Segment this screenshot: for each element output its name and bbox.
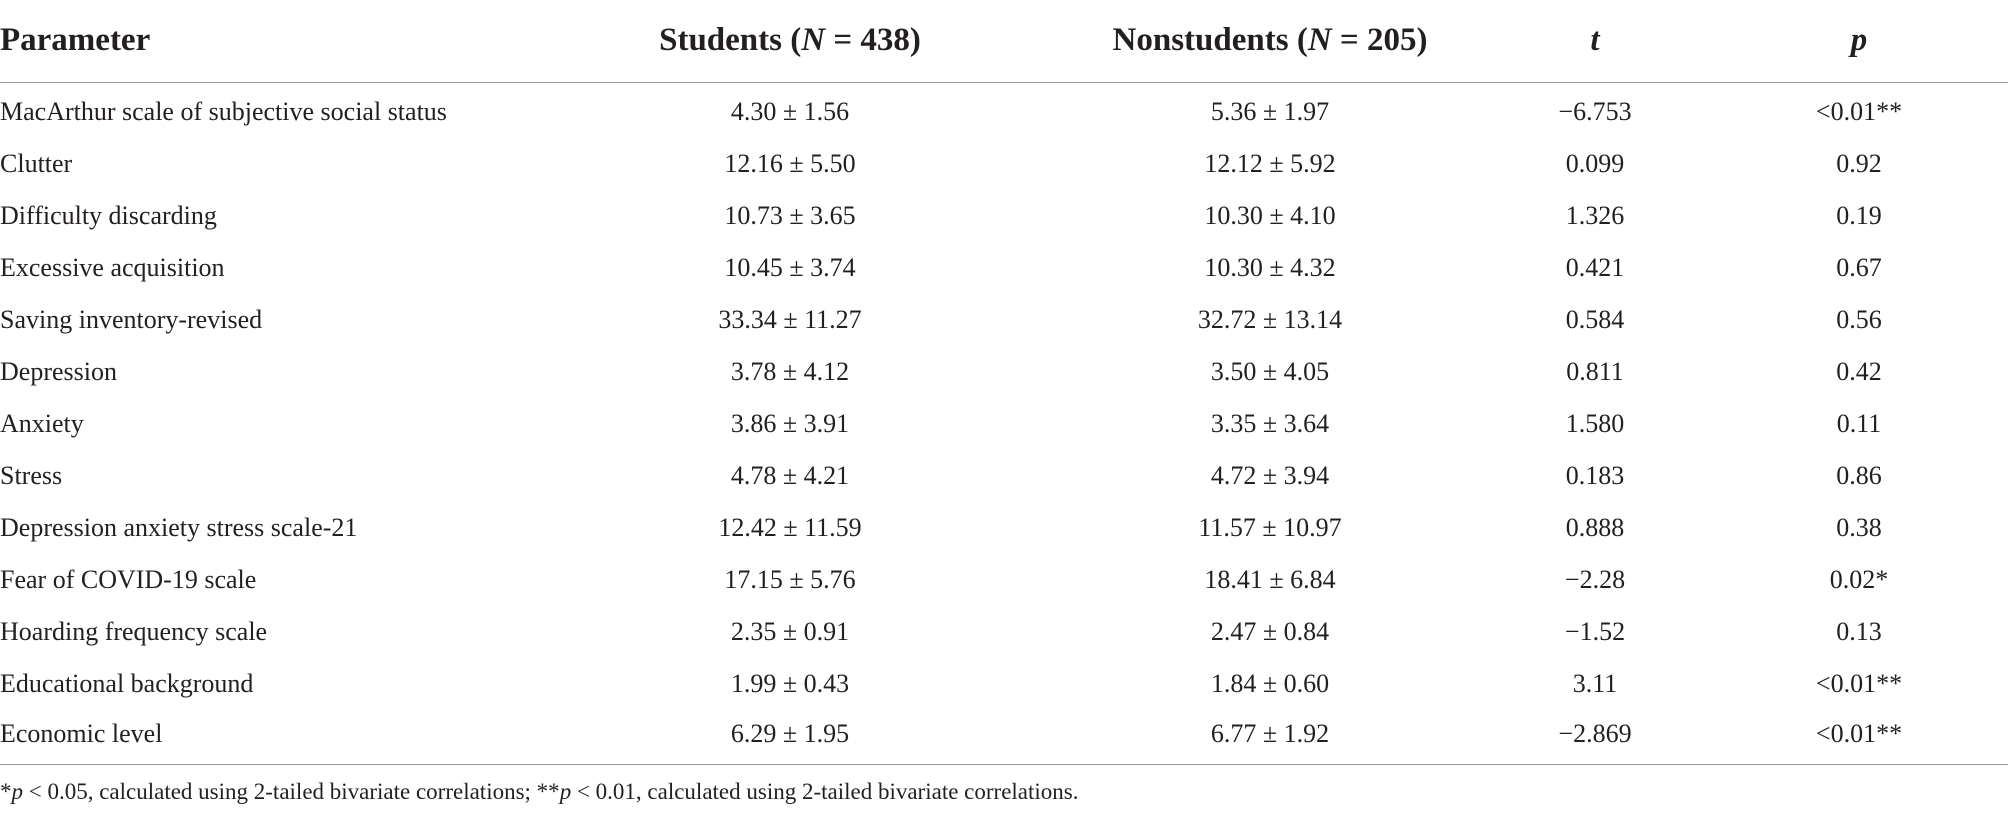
cell-parameter: Difficulty discarding [0,201,217,230]
header-t: t [1480,0,1710,82]
cell-nonstudents: 2.47 ± 0.84 [1210,617,1330,646]
cell-parameter: Economic level [0,710,520,764]
cell-parameter: Saving inventory-revised [0,305,263,334]
cell-students: 10.45 ± 3.74 [724,253,856,282]
footnote-p-var-1: p [11,778,23,804]
header-nonstudents [1060,0,1480,82]
table-row [0,82,2008,138]
cell-t: −2.28 [1564,565,1626,594]
cell-p: 0.67 [1836,253,1882,282]
cell-nonstudents: 11.57 ± 10.97 [1198,513,1342,542]
table-row [0,242,2008,294]
cell-parameter: Stress [0,461,63,490]
cell-p: 0.86 [1836,461,1882,490]
cell-nonstudents: 12.12 ± 5.92 [1204,149,1336,178]
table-header [0,0,2008,82]
cell-students: 33.34 ± 11.27 [718,305,862,334]
cell-parameter: Excessive acquisition [0,253,225,282]
cell-nonstudents: 3.35 ± 3.64 [1210,409,1330,438]
cell-nonstudents: 1.84 ± 0.60 [1210,669,1330,698]
cell-students: 4.30 ± 1.56 [730,97,850,127]
cell-t: 0.183 [1565,461,1625,490]
cell-p: 0.38 [1836,513,1882,542]
cell-t: −6.753 [1558,97,1632,127]
cell-t: −2.869 [1480,710,1710,764]
header-parameter: Parameter [0,0,520,82]
cell-p: 0.56 [1836,305,1882,334]
table-row [0,606,2008,658]
cell-students: 1.99 ± 0.43 [730,669,850,698]
cell-t: 0.811 [1566,357,1624,386]
header-row [0,0,2008,82]
table-row [0,294,2008,346]
cell-students: 12.16 ± 5.50 [724,149,856,178]
cell-parameter: Hoarding frequency scale [0,617,268,646]
cell-p: 0.19 [1836,201,1882,230]
table-footnote [0,779,2008,805]
cell-parameter: Fear of COVID-19 scale [0,565,257,594]
table-row [0,138,2008,190]
cell-t: 0.099 [1565,149,1625,178]
footnote-text-2: < 0.01, calculated using 2-tailed bivariate correlations. [571,778,1079,804]
cell-nonstudents: 10.30 ± 4.32 [1204,253,1336,282]
table-row [0,658,2008,710]
cell-t: 1.326 [1565,201,1625,230]
cell-nonstudents: 3.50 ± 4.05 [1210,357,1330,386]
cell-p: <0.01** [1710,710,2008,764]
table-row [0,190,2008,242]
table-row [0,398,2008,450]
cell-nonstudents: 6.77 ± 1.92 [1060,710,1480,764]
header-nonstudents-n-value: = 205) [1331,22,1428,59]
cell-t: 0.888 [1565,513,1625,542]
cell-parameter: Depression [0,357,117,386]
cell-t: 1.580 [1565,409,1625,438]
cell-students: 17.15 ± 5.76 [724,565,856,594]
table-row [0,346,2008,398]
footnote-p-var-2: p [559,778,572,804]
header-students-n-var: N [801,22,826,59]
cell-parameter: MacArthur scale of subjective social status [0,97,447,127]
cell-nonstudents: 10.30 ± 4.10 [1204,201,1336,230]
cell-t: −1.52 [1564,617,1626,646]
cell-parameter: Depression anxiety stress scale-21 [0,513,358,542]
table-body [0,82,2008,764]
cell-p: <0.01** [1815,669,1903,698]
cell-nonstudents: 4.72 ± 3.94 [1210,461,1330,490]
cell-parameter: Educational background [0,669,254,698]
footnote-star: * [0,778,12,804]
cell-parameter: Clutter [0,149,73,178]
footnote-text-1: < 0.05, calculated using 2-tailed bivariate correlations; ** [23,778,560,804]
cell-students: 2.35 ± 0.91 [730,617,850,646]
cell-p: 0.13 [1836,617,1882,646]
cell-students: 3.86 ± 3.91 [730,409,850,438]
cell-students: 3.78 ± 4.12 [730,357,850,386]
header-nonstudents-n-var: N [1307,22,1332,59]
cell-nonstudents: 18.41 ± 6.84 [1204,565,1336,594]
cell-t: 3.11 [1572,669,1618,698]
header-p: p [1710,0,2008,82]
table-row [0,502,2008,554]
cell-students: 12.42 ± 11.59 [718,513,862,542]
header-students [520,0,1060,82]
table-row [0,554,2008,606]
cell-students: 10.73 ± 3.65 [724,201,856,230]
header-students-n-value: = 438) [825,22,921,59]
table-row [0,710,2008,764]
cell-p: 0.92 [1836,149,1882,178]
cell-t: 0.584 [1565,305,1625,334]
header-nonstudents-prefix: Nonstudents ( [1112,22,1308,59]
cell-parameter: Anxiety [0,409,84,438]
cell-p: 0.42 [1836,357,1882,386]
cell-t: 0.421 [1565,253,1625,282]
cell-p: 0.02* [1829,565,1889,594]
header-students-prefix: Students ( [659,22,802,59]
cell-students: 6.29 ± 1.95 [520,710,1060,764]
table-row [0,450,2008,502]
cell-p: 0.11 [1836,409,1882,438]
cell-students: 4.78 ± 4.21 [730,461,850,490]
cell-nonstudents: 5.36 ± 1.97 [1210,97,1330,127]
cell-nonstudents: 32.72 ± 13.14 [1197,305,1343,334]
cell-p: <0.01** [1815,97,1903,127]
